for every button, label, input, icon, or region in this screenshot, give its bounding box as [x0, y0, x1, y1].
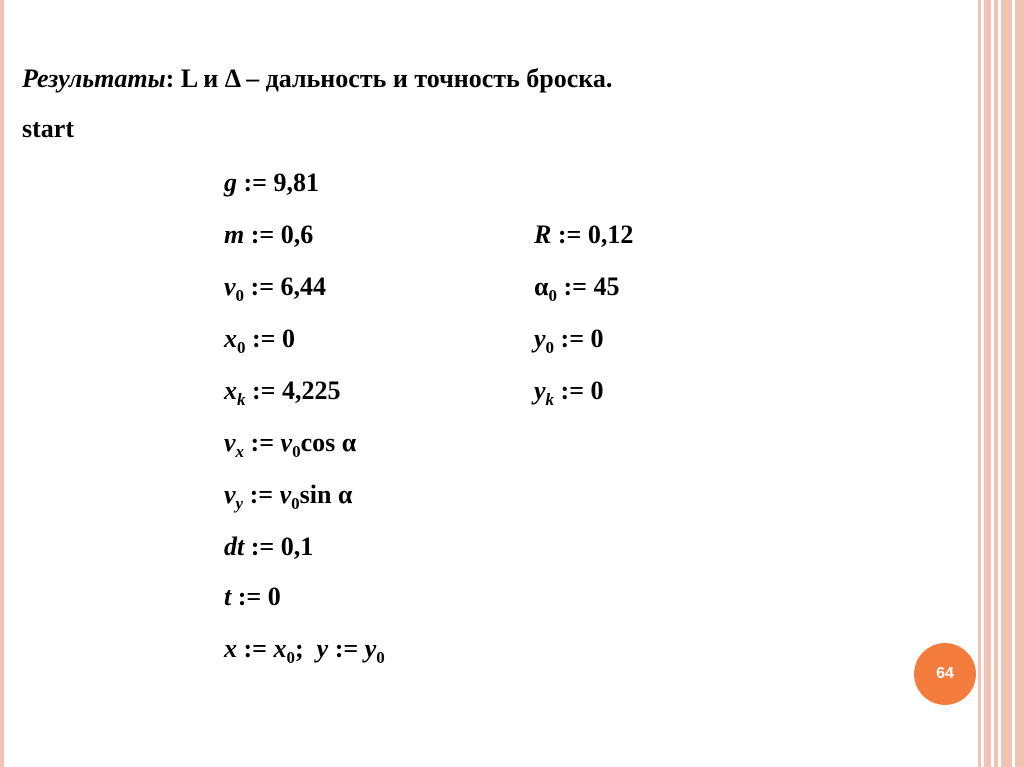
eq-xy-y0: y — [364, 634, 377, 663]
eq-xy-x0sub: 0 — [286, 648, 295, 667]
eq-yk-sub: k — [545, 390, 555, 409]
eq-xy-x: x — [224, 634, 237, 663]
eq-alpha0-rhs: := 45 — [557, 272, 620, 301]
eq-yk-rhs: := 0 — [554, 376, 604, 405]
right-border-stripe-3 — [994, 0, 998, 767]
eq-g — [224, 168, 319, 198]
eq-vx-sub: x — [235, 442, 245, 461]
eq-xk — [224, 376, 341, 409]
page-number-badge: 64 — [914, 643, 976, 705]
eq-m — [224, 220, 313, 250]
start-label: start — [22, 114, 74, 143]
results-heading — [22, 64, 612, 94]
eq-R-lhs: R — [534, 220, 552, 249]
eq-g-rhs: := 9,81 — [237, 168, 319, 197]
eq-y0-sub: 0 — [545, 338, 555, 357]
eq-g-lhs: g — [224, 168, 237, 197]
eq-alpha0-sub: 0 — [548, 286, 558, 305]
left-border — [0, 0, 4, 767]
eq-xy-sep: ; — [294, 634, 317, 663]
eq-vx-fn: cos α — [300, 428, 357, 457]
eq-xy-y: y — [316, 634, 329, 663]
eq-xk-rhs: := 4,225 — [245, 376, 341, 405]
eq-xy-op2: := — [328, 634, 365, 663]
eq-dt-lhs: dt — [224, 532, 245, 561]
eq-vx-vsub: 0 — [292, 442, 301, 461]
eq-dt-rhs: := 0,1 — [244, 532, 314, 561]
eq-yk-lhs: y — [534, 376, 546, 405]
eq-R-rhs: := 0,12 — [551, 220, 634, 249]
eq-xk-lhs: x — [224, 376, 237, 405]
eq-vy-lhs: v — [224, 480, 236, 509]
eq-vy-vsub: 0 — [291, 494, 300, 513]
eq-dt — [224, 532, 313, 562]
eq-v0 — [224, 272, 327, 305]
right-border-stripe-2 — [984, 0, 991, 767]
eq-xy — [224, 634, 385, 667]
eq-v0-lhs: v — [224, 272, 236, 301]
eq-alpha0 — [534, 272, 620, 305]
eq-vy — [224, 480, 353, 513]
eq-xy-y0sub: 0 — [376, 648, 385, 667]
eq-m-rhs: := 0,6 — [244, 220, 314, 249]
eq-alpha0-lhs: α — [534, 272, 549, 301]
eq-x0 — [224, 324, 295, 357]
eq-v0-sub: 0 — [235, 286, 245, 305]
eq-vy-op: := — [243, 480, 280, 509]
eq-x0-sub: 0 — [237, 338, 246, 357]
eq-t-rhs: := 0 — [231, 582, 281, 611]
eq-t-lhs: t — [224, 582, 232, 611]
eq-t — [224, 582, 281, 612]
eq-y0-rhs: := 0 — [554, 324, 604, 353]
eq-vx — [224, 428, 357, 461]
right-border-stripe-1 — [978, 0, 981, 767]
eq-xy-x0: x — [273, 634, 287, 663]
right-border-stripe-4 — [1001, 0, 1012, 767]
eq-vy-v: v — [279, 480, 292, 509]
eq-y0 — [534, 324, 604, 357]
eq-vy-sub: y — [235, 494, 244, 513]
eq-vy-fn: sin α — [299, 480, 353, 509]
eq-vx-v: v — [280, 428, 293, 457]
eq-xy-op1: := — [237, 634, 274, 663]
eq-vx-lhs: v — [224, 428, 236, 457]
eq-x0-lhs: x — [224, 324, 237, 353]
eq-xk-sub: k — [237, 390, 246, 409]
right-border-stripe-5 — [1015, 0, 1024, 767]
eq-v0-rhs: := 6,44 — [244, 272, 327, 301]
eq-yk — [534, 376, 604, 409]
eq-vx-op: := — [244, 428, 281, 457]
eq-y0-lhs: y — [534, 324, 546, 353]
results-label: Результаты — [22, 64, 166, 93]
results-description: : L и Δ – дальность и точность броска. — [165, 64, 613, 93]
eq-R — [534, 220, 633, 250]
eq-x0-rhs: := 0 — [245, 324, 295, 353]
eq-m-lhs: m — [224, 220, 245, 249]
